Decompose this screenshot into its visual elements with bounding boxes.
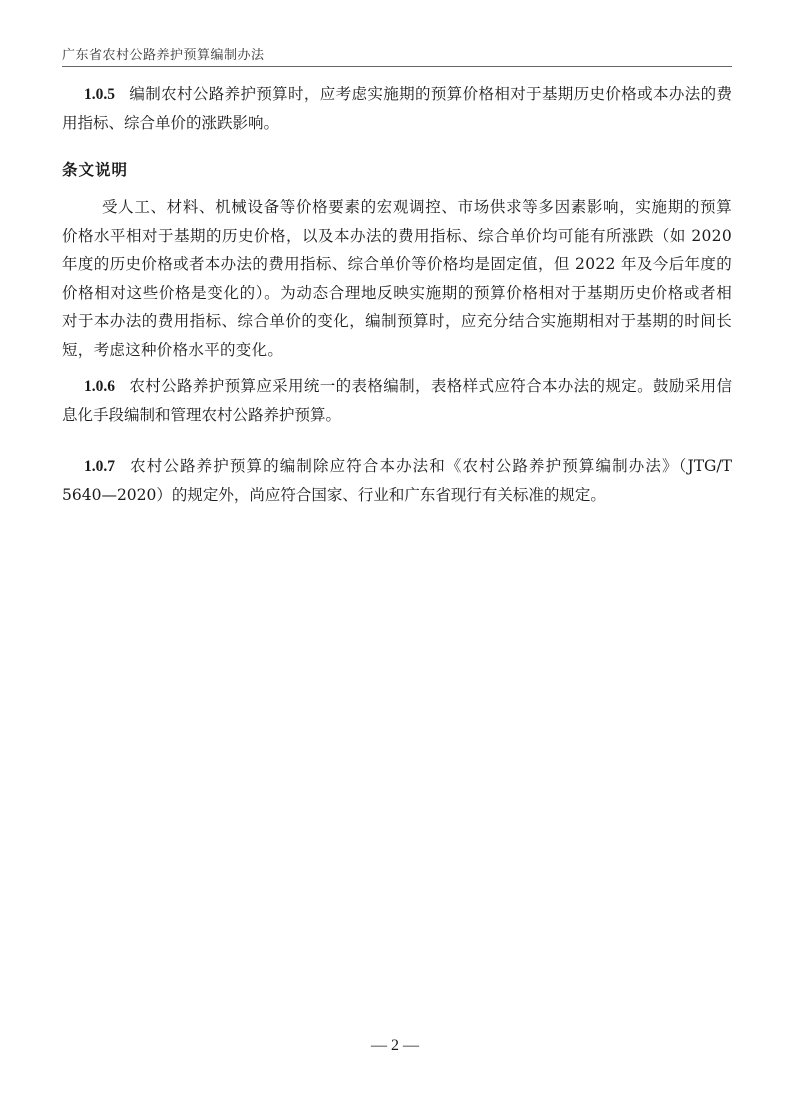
clause-text: 农村公路养护预算应采用统一的表格编制，表格样式应符合本办法的规定。鼓励采用信息化手段编制和管理农村公路养护预算。 — [62, 377, 732, 424]
clause-number: 1.0.5 — [84, 86, 115, 103]
clause-text: 农村公路养护预算的编制除应符合本办法和《农村公路养护预算编制办法》（JTG/T 5640—2020）的规定外，尚应符合国家、行业和广东省现行有关标准的规定。 — [62, 457, 732, 504]
clause-1-0-6 — [62, 372, 732, 430]
running-header: 广东省农村公路养护预算编制办法 — [62, 48, 265, 63]
clause-number: 1.0.7 — [84, 458, 115, 475]
page-number: — 2 — — [371, 1037, 419, 1054]
clause-note-body: 受人工、材料、机械设备等价格要素的宏观调控、市场供求等多因素影响，实施期的预算价格水平相对于基期的历史价格，以及本办法的费用指标、综合单价均可能有所涨跌（如 2020 年度的历史价格或者本办法的费用指标、综合单价等价格均是固定值，但 2022 年及今后年度的价格相对这些价格是变化的）。为动态合理地反映实施期的预算价格相对于基期历史价格或者相对于本办法的费用指标、综合单价的变化，编制预算时，应充分结合实施期相对于基期的时间长短，考虑这种价格水平的变化。 — [62, 198, 732, 359]
clause-text: 编制农村公路养护预算时，应考虑实施期的预算价格相对于基期历史价格或本办法的费用指标、综合单价的涨跌影响。 — [62, 85, 732, 132]
clause-1-0-5 — [62, 80, 732, 138]
clause-1-0-7 — [62, 452, 732, 510]
clause-number: 1.0.6 — [84, 378, 115, 395]
clause-note-title: 条文说明 — [62, 160, 129, 179]
header-divider — [62, 66, 732, 67]
